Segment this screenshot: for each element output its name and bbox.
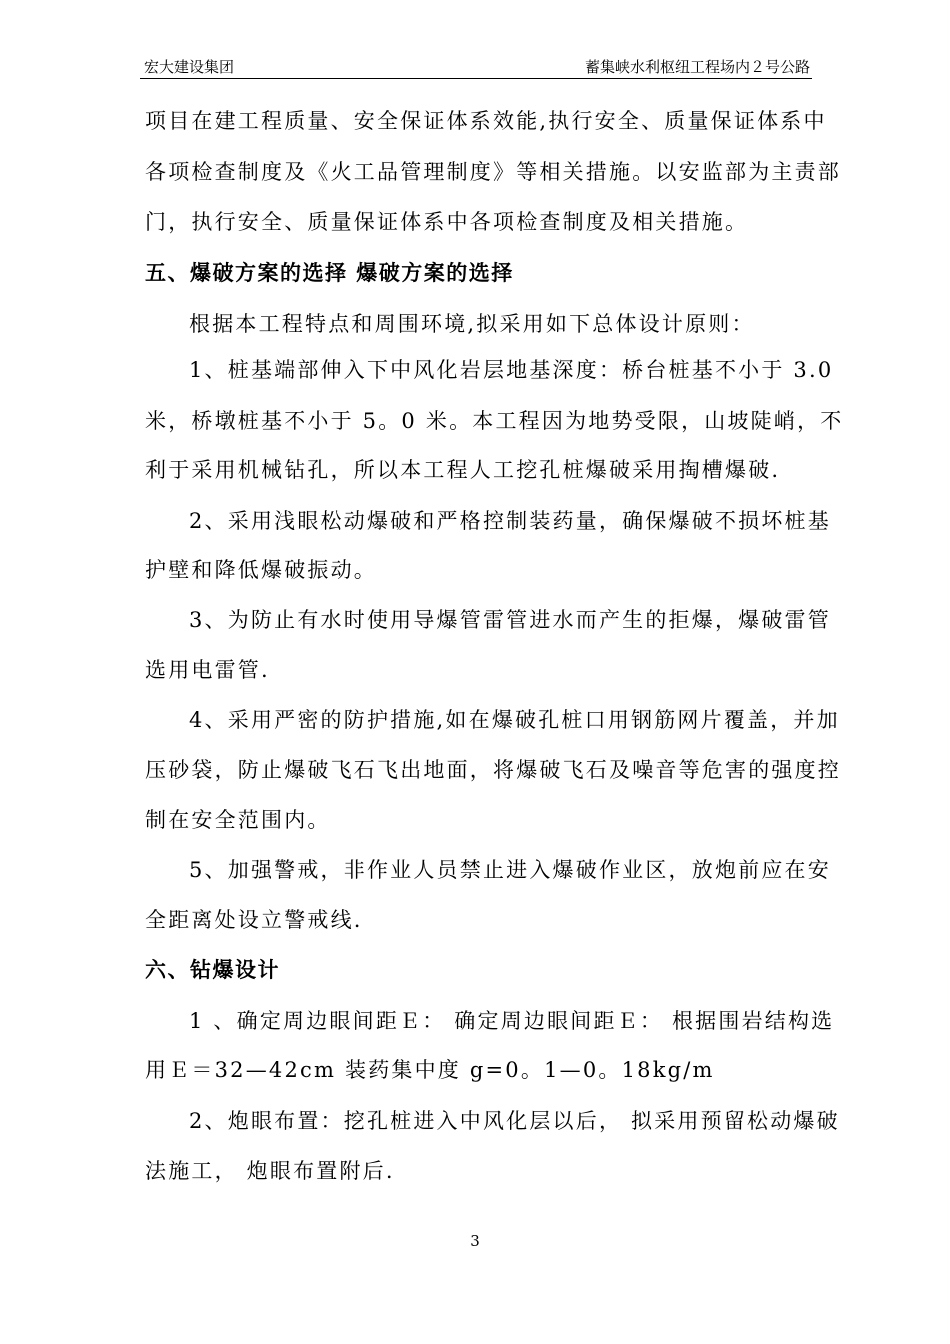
body-line: 法施工， 炮眼布置附后. xyxy=(145,1159,395,1183)
body-line: 压砂袋，防止爆破飞石飞出地面，将爆破飞石及噪音等危害的强度控 xyxy=(145,758,841,782)
body-line: 护壁和降低爆破振动。 xyxy=(145,558,377,582)
body-line: 项目在建工程质量、安全保证体系效能,执行安全、质量保证体系中 xyxy=(145,109,827,133)
body-line: 选用电雷管. xyxy=(145,658,270,682)
body-line: 用Ｅ＝32—42cm 装药集中度 g=0。1—0。18kg/m xyxy=(145,1058,715,1082)
header-company: 宏大建设集团 xyxy=(144,58,235,76)
page-number: 3 xyxy=(470,1232,480,1250)
list-item-7: 2、炮眼布置：挖孔桩进入中风化层以后， 拟采用预留松动爆破 xyxy=(189,1109,840,1133)
body-line: 门，执行安全、质量保证体系中各项检查制度及相关措施。 xyxy=(145,210,749,234)
header-project-title: 蓄集峡水利枢纽工程场内２号公路 xyxy=(584,58,810,76)
list-item-3: 3、为防止有水时使用导爆管雷管进水而产生的拒爆，爆破雷管 xyxy=(189,608,831,632)
body-line: 制在安全范围内。 xyxy=(145,808,331,832)
list-item-2: 2、采用浅眼松动爆破和严格控制装药量，确保爆破不损坏桩基 xyxy=(189,509,831,533)
section-heading-blasting-plan: 五、爆破方案的选择 爆破方案的选择 xyxy=(145,261,514,285)
list-item-4: 4、采用严密的防护措施,如在爆破孔桩口用钢筋网片覆盖，并加 xyxy=(189,708,840,732)
body-line: 米，桥墩桩基不小于 5。0 米。本工程因为地势受限，山坡陡峭，不 xyxy=(145,409,844,433)
body-line: 根据本工程特点和周围环境,拟采用如下总体设计原则： xyxy=(189,312,755,336)
list-item-1: 1、桩基端部伸入下中风化岩层地基深度：桥台桩基不小于 3.0 xyxy=(189,358,834,382)
section-heading-drilling-design: 六、钻爆设计 xyxy=(145,958,280,982)
list-item-5: 5、加强警戒，非作业人员禁止进入爆破作业区，放炮前应在安 xyxy=(189,858,831,882)
body-line: 各项检查制度及《火工品管理制度》等相关措施。以安监部为主责部 xyxy=(145,160,841,184)
body-line: 利于采用机械钻孔，所以本工程人工挖孔桩爆破采用掏槽爆破. xyxy=(145,458,781,482)
list-item-6: 1 、确定周边眼间距Ｅ： 确定周边眼间距Ｅ： 根据围岩结构选 xyxy=(189,1009,835,1033)
page-header xyxy=(140,52,812,79)
body-line: 全距离处设立警戒线. xyxy=(145,908,363,932)
